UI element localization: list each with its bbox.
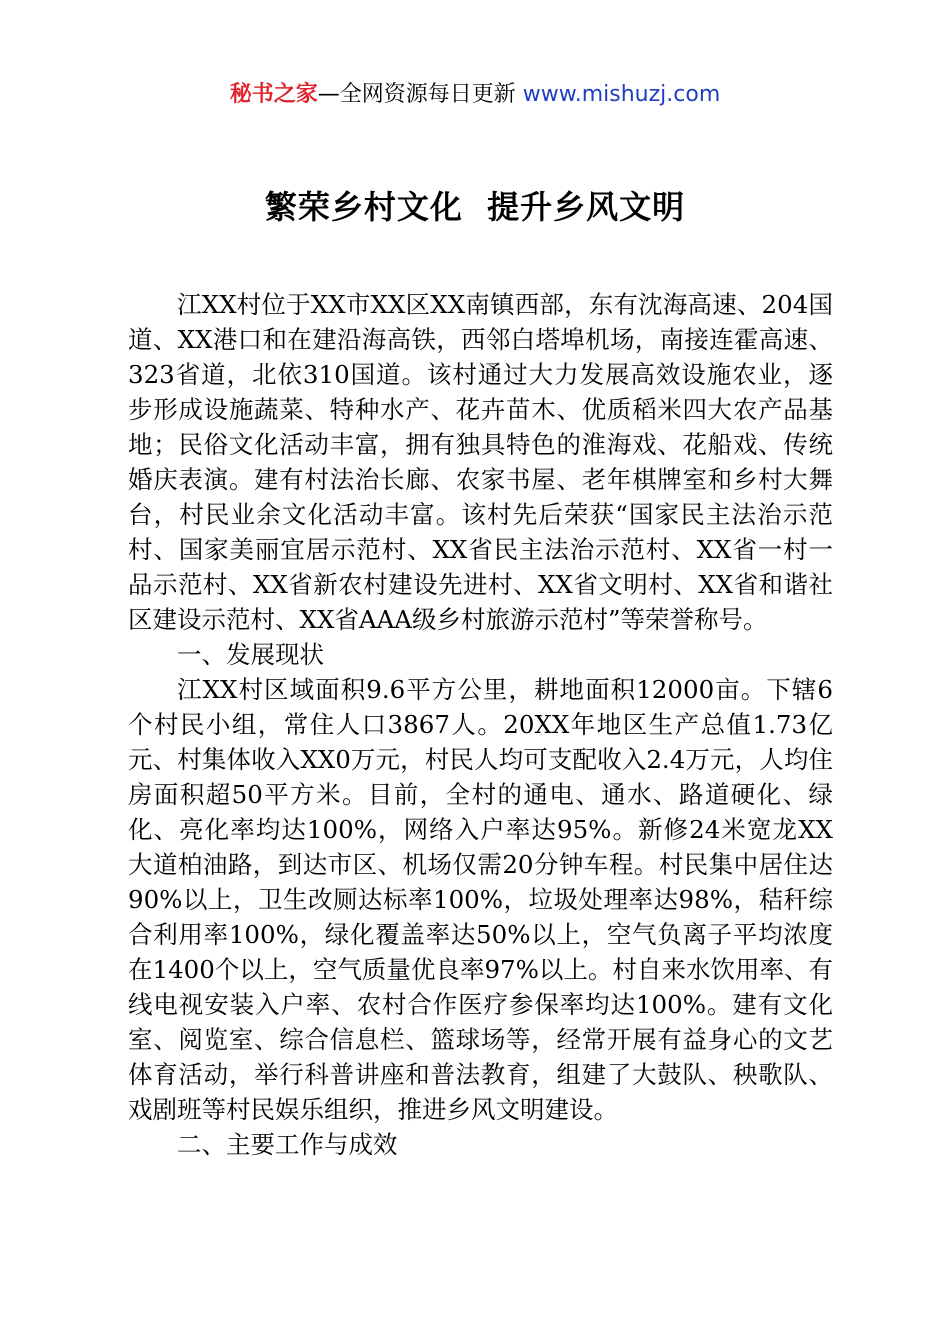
slogan-text: —全网资源每日更新 <box>317 82 523 107</box>
development-status-paragraph: 江XX村区域面积9.6平方公里，耕地面积12000亩。下辖6个村民小组，常住人口3867人。20XX年地区生产总值1.73亿元、村集体收入XX0万元，村民人均可支配收入2.4万元，人均住房面积超50平方米。目前，全村的通电、通水、路道硬化、绿化、亮化率均达100%，网络入户率达95%。新修24米宽龙XX大道柏油路，到达市区、机场仅需20分钟车程。村民集中居住达90%以上，卫生改厕达标率100%，垃圾处理率达98%，秸秆综合利用率100%，绿化覆盖率达50%以上，空气负离子平均浓度在1400个以上，空气质量优良率97%以上。村自来水饮用率、有线电视安装入户率、农村合作医疗参保率均达100%。建有文化室、阅览室、综合信息栏、篮球场等，经常开展有益身心的文艺体育活动，举行科普讲座和普法教育，组建了大鼓队、秧歌队、戏剧班等村民娱乐组织，推进乡风文明建设。 <box>128 675 833 1124</box>
section-heading-development-status: 一、发展现状 <box>177 640 324 669</box>
brand-name: 秘书之家 <box>229 82 318 107</box>
site-url-link[interactable]: www.mishuzj.com <box>522 82 721 107</box>
document-body <box>128 287 833 1162</box>
intro-paragraph: 江XX村位于XX市XX区XX南镇西部，东有沈海高速、204国道、XX港口和在建沿海高铁，西邻白塔埠机场，南接连霍高速、323省道，北依310国道。该村通过大力发展高效设施农业，逐步形成设施蔬菜、特种水产、花卉苗木、优质稻米四大农产品基地；民俗文化活动丰富，拥有独具特色的淮海戏、花船戏、传统婚庆表演。建有村法治长廊、农家书屋、老年棋牌室和乡村大舞台，村民业余文化活动丰富。该村先后荣获“国家民主法治示范村、国家美丽宜居示范村、XX省民主法治示范村、XX省一村一品示范村、XX省新农村建设先进村、XX省文明村、XX省和谐社区建设示范村、XX省AAA级乡村旅游示范村”等荣誉称号。 <box>128 290 833 634</box>
site-header <box>0 78 950 112</box>
section-heading-main-work: 二、主要工作与成效 <box>177 1130 398 1159</box>
page-title: 繁荣乡村文化 提升乡风文明 <box>264 188 686 226</box>
